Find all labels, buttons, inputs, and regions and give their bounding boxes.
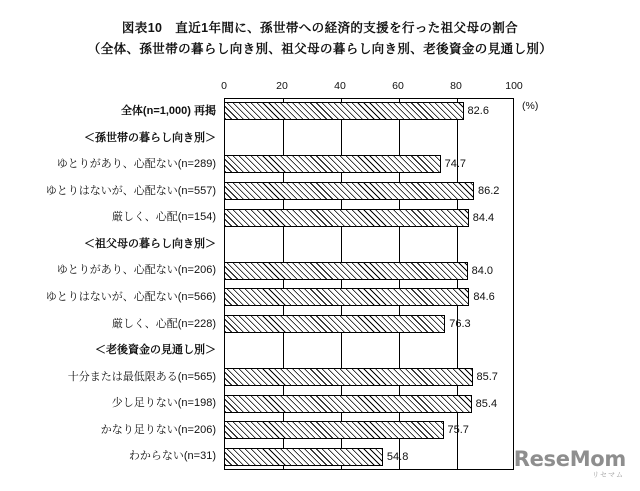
resemom-logo [514, 449, 626, 479]
row-label: かなり足りない(n=206) [100, 423, 216, 436]
bar-container [224, 284, 514, 311]
chart-row [24, 417, 616, 444]
bar-container [224, 311, 514, 338]
bar-value-label: 85.7 [476, 370, 498, 383]
bar-container [224, 178, 514, 205]
bar-value-label: 75.7 [447, 424, 469, 437]
bar-container [224, 443, 514, 470]
bar-value-label: 85.4 [475, 397, 498, 410]
bar-value-label: 82.6 [467, 105, 489, 118]
bar-container [224, 364, 514, 391]
row-label: ゆとりがあり、心配ない(n=206) [56, 264, 216, 277]
row-label: ＜孫世帯の暮らし向き別＞ [84, 131, 216, 144]
row-label: 十分または最低限ある(n=565) [67, 370, 216, 383]
page-title: 図表10 直近1年間に、孫世帯への経済的支援を行った祖父母の割合 [121, 21, 519, 35]
bar-container [224, 98, 514, 125]
bar-value-label: 84.4 [472, 211, 495, 224]
row-label: 厳しく、心配(n=154) [111, 211, 216, 224]
chart-row [24, 284, 616, 311]
chart-row [24, 231, 616, 258]
bar-container [224, 151, 514, 178]
x-tick-label: 60 [392, 80, 404, 92]
row-label: 少し足りない(n=198) [111, 397, 216, 410]
bar [224, 421, 444, 439]
bar-container [224, 417, 514, 444]
bar-value-label: 84.6 [473, 291, 495, 304]
bar [224, 315, 445, 333]
row-label: ＜祖父母の暮らし向き別＞ [84, 237, 216, 250]
chart-row [24, 311, 616, 338]
row-label: 全体(n=1,000) 再掲 [120, 105, 216, 117]
row-label: ＜老後資金の見通し別＞ [95, 344, 216, 357]
chart-row [24, 390, 616, 417]
chart-row [24, 151, 616, 178]
bar-container [224, 337, 514, 364]
x-axis-unit-label: (%) [522, 100, 539, 112]
chart-row [24, 257, 616, 284]
chart-title-block [0, 18, 640, 60]
chart-row [24, 204, 616, 231]
logo-text: ReseMom [513, 447, 626, 471]
bar [224, 102, 464, 120]
bar-container [224, 204, 514, 231]
bar [224, 395, 472, 413]
chart-row [24, 337, 616, 364]
row-label: ゆとりがあり、心配ない(n=289) [56, 158, 216, 171]
bar-container [224, 231, 514, 258]
x-tick-label: 80 [450, 80, 462, 92]
chart-area [24, 80, 616, 476]
logo-subtext: リセマム [592, 472, 624, 479]
row-label: ゆとりはないが、心配ない(n=557) [45, 184, 216, 197]
bar [224, 209, 469, 227]
chart-row [24, 364, 616, 391]
chart-row [24, 178, 616, 205]
bar [224, 368, 473, 386]
bar [224, 182, 474, 200]
x-tick-label: 20 [276, 80, 288, 92]
bar-value-label: 86.2 [477, 184, 500, 197]
bar-value-label: 74.7 [444, 158, 467, 171]
bar-value-label: 54.8 [386, 450, 409, 463]
bar-container [224, 390, 514, 417]
bar-rows [24, 98, 616, 470]
bar-value-label: 76.3 [449, 317, 471, 330]
row-label: ゆとりはないが、心配ない(n=566) [45, 291, 216, 303]
bar-value-label: 84.0 [471, 264, 494, 277]
x-tick-label: 0 [221, 80, 227, 92]
bar-container [224, 125, 514, 152]
x-tick-label: 40 [334, 80, 346, 92]
x-axis-ticks [221, 80, 523, 98]
bar [224, 448, 383, 466]
bar [224, 288, 469, 306]
page-subtitle: （全体、孫世帯の暮らし向き別、祖父母の暮らし向き別、老後資金の見通し別） [87, 42, 553, 56]
row-label: わからない(n=31) [128, 450, 216, 463]
bar [224, 155, 441, 173]
chart-row [24, 125, 616, 152]
bar [224, 262, 468, 280]
chart-row [24, 98, 616, 125]
x-tick-label: 100 [505, 80, 523, 92]
bar-container [224, 257, 514, 284]
row-label: 厳しく、心配(n=228) [111, 317, 216, 330]
